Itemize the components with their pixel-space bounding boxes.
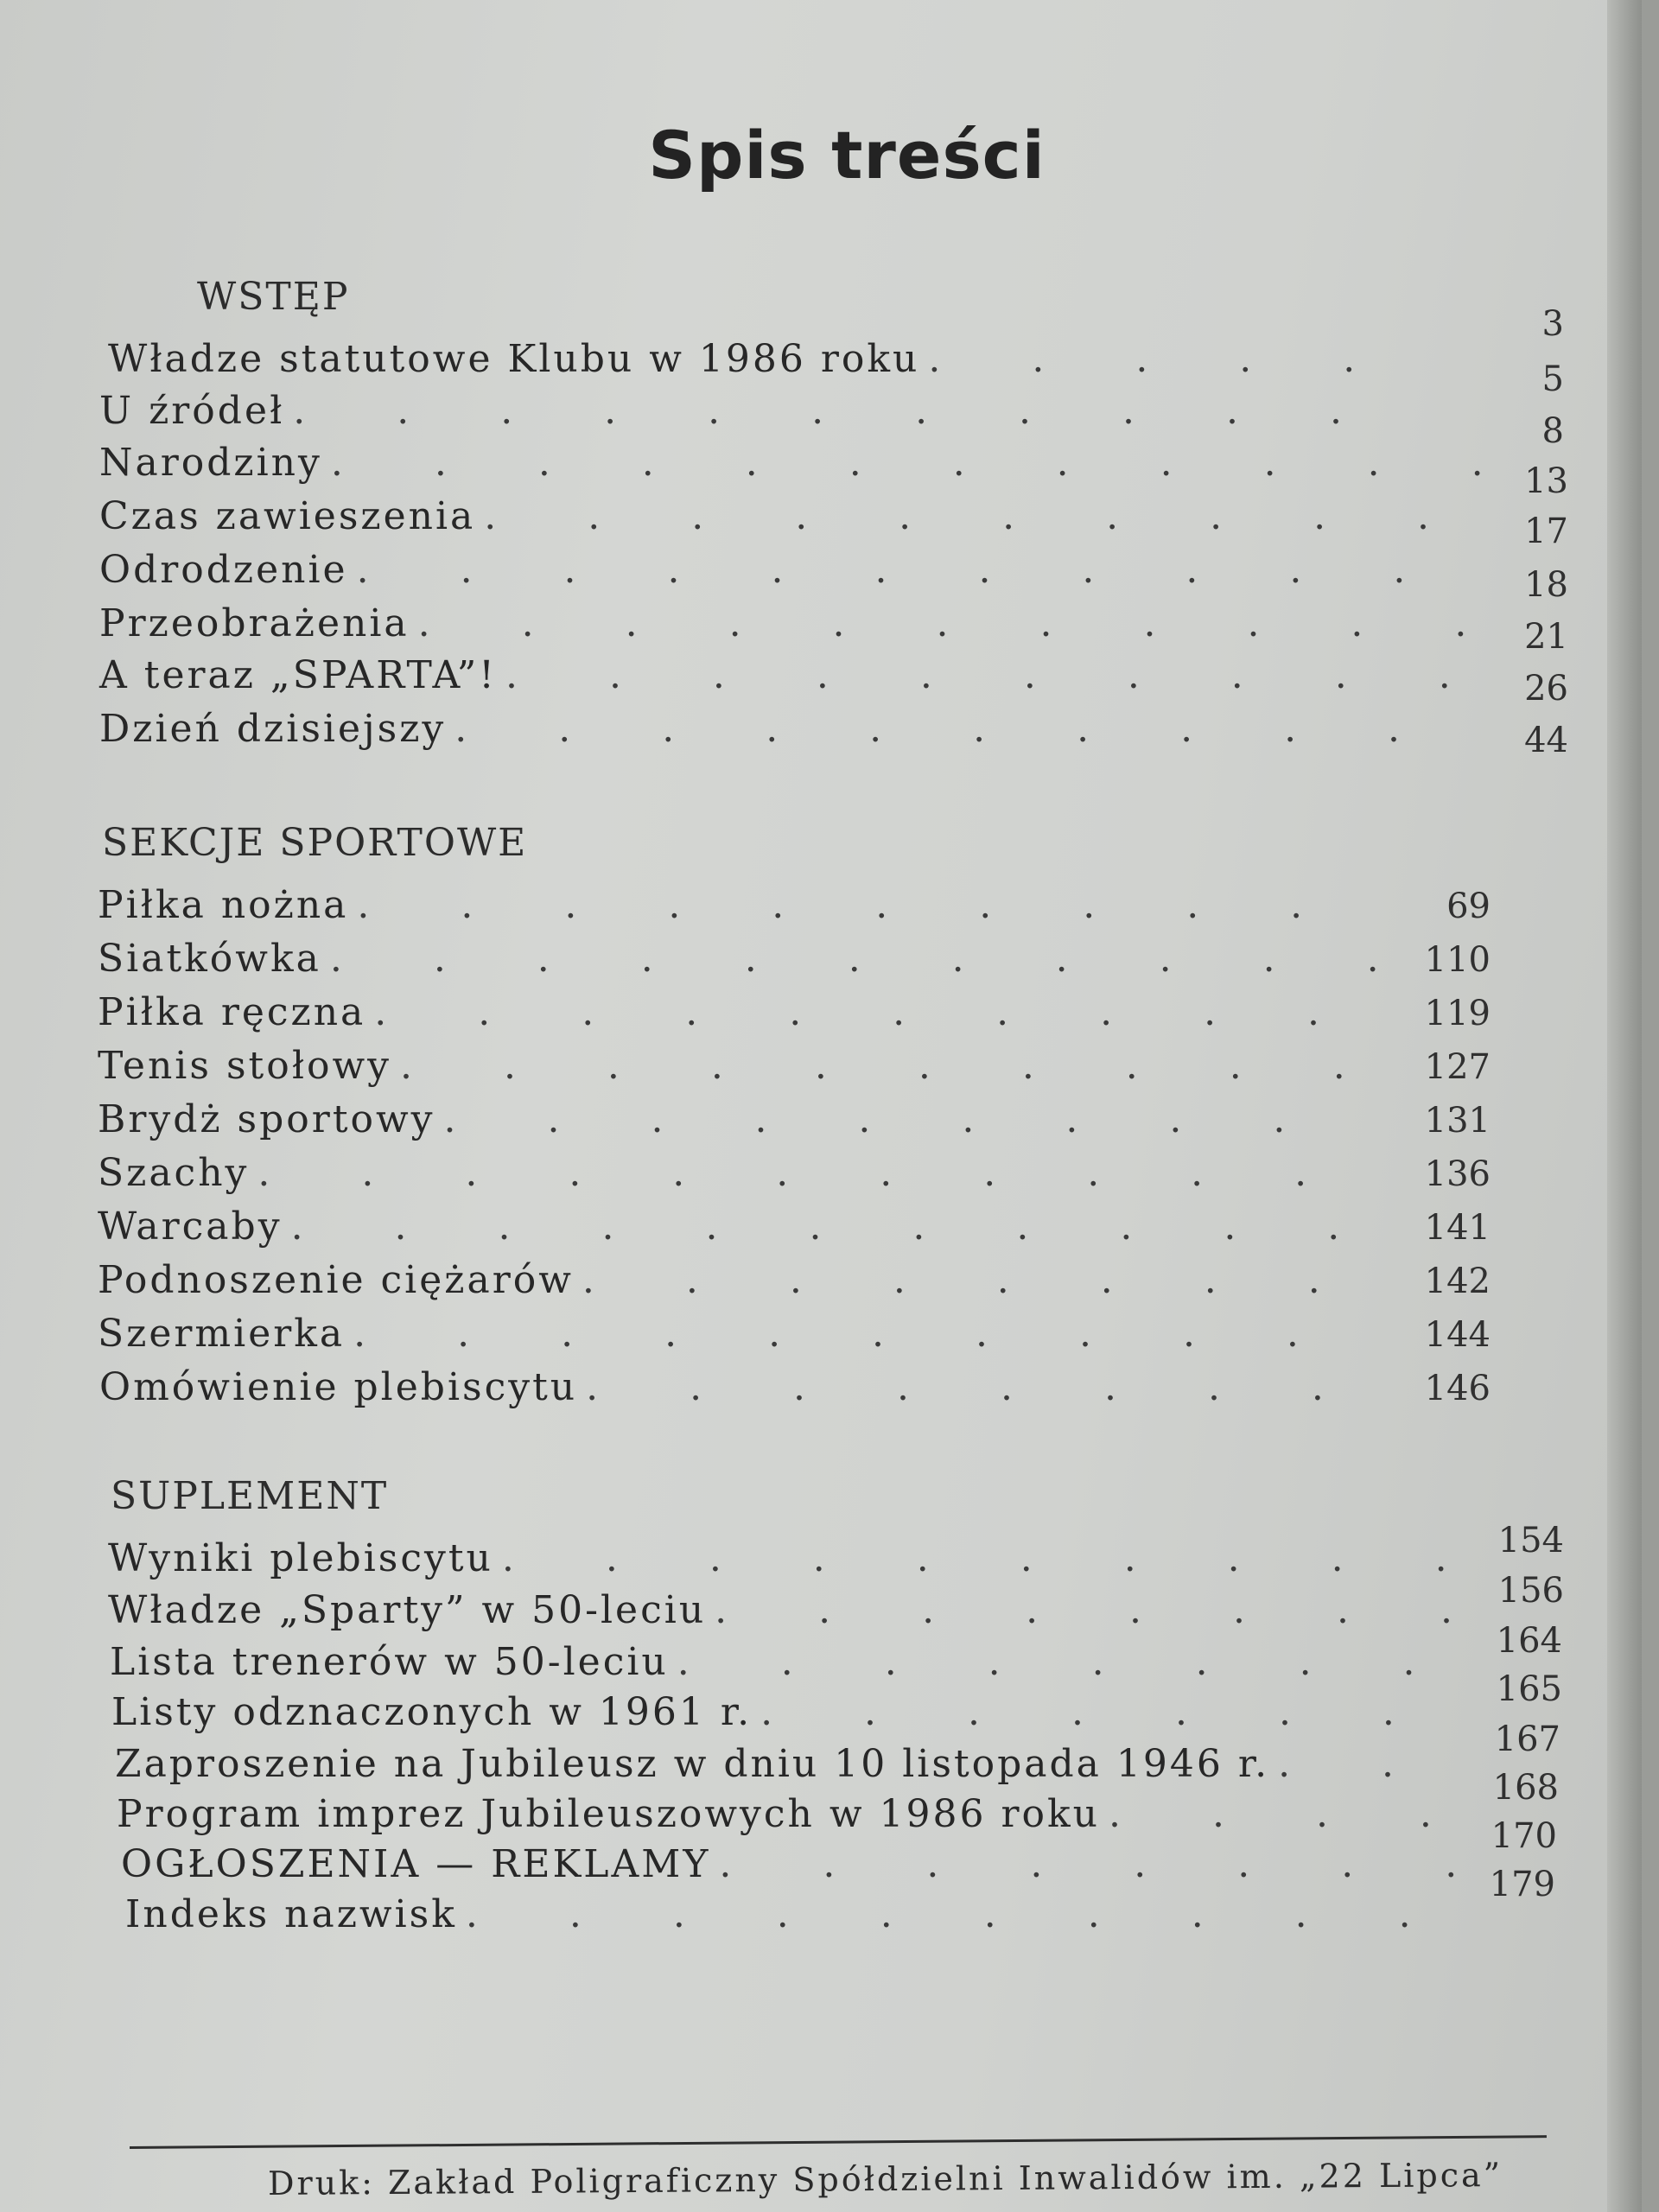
toc-entry-label: Wyniki plebiscytu <box>108 1536 493 1580</box>
page-number: 179 <box>1489 1865 1555 1904</box>
toc-entry-label: Szachy <box>98 1151 250 1195</box>
toc-entry[interactable] <box>98 1258 1491 1310</box>
toc-entry[interactable] <box>99 1365 1491 1417</box>
page-number: 154 <box>1497 1521 1564 1560</box>
page-number: 13 <box>1524 461 1568 501</box>
toc-entry-label: A teraz „SPARTA”! <box>99 653 497 697</box>
leader-dots <box>1278 1742 1473 1786</box>
page-number: 21 <box>1524 617 1568 657</box>
toc-entry-label: Szermierka <box>98 1312 346 1356</box>
page-number: 110 <box>1424 940 1491 980</box>
leader-dots <box>291 1205 1378 1249</box>
toc-entry-label: Narodziny <box>99 441 322 485</box>
toc-entry-label: Brydż sportowy <box>98 1097 435 1141</box>
leader-dots <box>466 1892 1473 1936</box>
leader-dots <box>444 1097 1378 1141</box>
toc-entry-label: Przeobrażenia <box>99 601 410 645</box>
leader-dots <box>1109 1792 1473 1836</box>
page-number: 3 <box>1541 304 1564 344</box>
toc-entry-label: Zaproszenie na Jubileusz w dniu 10 listopada 1946 r. <box>115 1742 1270 1786</box>
toc-entry[interactable] <box>98 1097 1491 1149</box>
leader-dots <box>582 1258 1378 1302</box>
leader-dots <box>484 494 1482 538</box>
page-number: 142 <box>1424 1262 1491 1301</box>
page-number: 141 <box>1424 1208 1491 1248</box>
page-number: 44 <box>1524 721 1568 760</box>
leader-dots <box>293 389 1413 433</box>
printer-footer: Druk: Zakład Poligraficzny Spółdzielni Inwalidów im. „22 Lipca” <box>267 2156 1503 2202</box>
toc-entry-label: Piłka nożna <box>98 883 349 927</box>
toc-entry[interactable] <box>108 1536 1482 1588</box>
page-number: 127 <box>1424 1047 1491 1087</box>
page-title: Spis treści <box>648 117 1046 194</box>
toc-entry[interactable] <box>108 1588 1482 1640</box>
section-heading-suplement: SUPLEMENT <box>111 1474 389 1518</box>
toc-entry[interactable] <box>99 494 1491 546</box>
section-heading-wstep: WSTĘP <box>197 275 350 319</box>
toc-entry-label: Indeks nazwisk <box>125 1892 457 1936</box>
page-number: 144 <box>1424 1315 1491 1355</box>
page-edge-shadow <box>1607 0 1642 2212</box>
leader-dots <box>257 1151 1378 1195</box>
leader-dots <box>928 337 1413 381</box>
toc-entry-label: Dzień dzisiejszy <box>99 707 447 751</box>
toc-entry[interactable] <box>98 990 1491 1042</box>
toc-entry-label: Odrodzenie <box>99 548 348 592</box>
toc-entry[interactable] <box>115 1742 1482 1794</box>
leader-dots <box>400 1044 1378 1088</box>
page-number: 164 <box>1496 1621 1562 1661</box>
toc-entry[interactable] <box>108 337 1421 389</box>
toc-entry-label: Podnoszenie ciężarów <box>98 1258 574 1302</box>
toc-entry-label: OGŁOSZENIA — REKLAMY <box>121 1842 711 1886</box>
page-number: 26 <box>1524 669 1568 709</box>
toc-entry[interactable] <box>111 1690 1482 1742</box>
page-number: 165 <box>1496 1669 1562 1709</box>
toc-entry[interactable] <box>98 1312 1491 1363</box>
toc-entry[interactable] <box>99 389 1421 441</box>
leader-dots <box>331 441 1482 485</box>
toc-entry[interactable] <box>99 441 1491 493</box>
page-number: 131 <box>1424 1101 1491 1141</box>
leader-dots <box>353 1312 1378 1356</box>
toc-entry[interactable] <box>121 1842 1482 1894</box>
toc-entry[interactable] <box>98 937 1491 988</box>
page-number: 69 <box>1446 887 1491 926</box>
page-number: 156 <box>1497 1571 1564 1611</box>
leader-dots <box>357 883 1378 927</box>
toc-entry-label: Władze „Sparty” w 50-leciu <box>108 1588 707 1632</box>
toc-entry-label: Warcaby <box>98 1205 283 1249</box>
toc-entry[interactable] <box>98 1044 1491 1096</box>
toc-entry-label: Piłka ręczna <box>98 990 366 1034</box>
page-number: 17 <box>1524 512 1568 551</box>
toc-entry[interactable] <box>98 1151 1491 1203</box>
leader-dots <box>357 548 1482 592</box>
page-number: 8 <box>1541 411 1564 451</box>
page-number: 136 <box>1424 1154 1491 1194</box>
toc-entry-label: U źródeł <box>99 389 285 433</box>
toc-entry[interactable] <box>110 1640 1482 1692</box>
leader-dots <box>586 1365 1378 1409</box>
page-number: 119 <box>1424 994 1491 1033</box>
page-number: 167 <box>1494 1719 1560 1759</box>
leader-dots <box>760 1690 1473 1734</box>
toc-entry[interactable] <box>98 883 1491 935</box>
toc-entry[interactable] <box>98 1205 1491 1256</box>
toc-entry[interactable] <box>99 601 1491 653</box>
page-number: 5 <box>1541 359 1564 399</box>
toc-entry-label: Listy odznaczonych w 1961 r. <box>111 1690 753 1734</box>
toc-entry-label: Siatkówka <box>98 937 321 981</box>
leader-dots <box>454 707 1482 751</box>
toc-entry[interactable] <box>99 548 1491 600</box>
footer-rule <box>130 2135 1547 2149</box>
section-heading-sekcje-sportowe: SEKCJE SPORTOWE <box>102 821 528 865</box>
leader-dots <box>719 1842 1473 1886</box>
toc-entry[interactable] <box>125 1892 1482 1944</box>
toc-entry-label: Tenis stołowy <box>98 1044 391 1088</box>
toc-entry[interactable] <box>117 1792 1482 1844</box>
leader-dots <box>715 1588 1473 1632</box>
page-number: 18 <box>1524 565 1568 605</box>
toc-entry-label: Omówienie plebiscytu <box>99 1365 578 1409</box>
page-number: 168 <box>1492 1768 1559 1808</box>
page-number: 146 <box>1424 1369 1491 1408</box>
toc-entry-label: Czas zawieszenia <box>99 494 476 538</box>
toc-entry[interactable] <box>99 707 1491 759</box>
leader-dots <box>677 1640 1473 1684</box>
toc-entry[interactable] <box>99 653 1491 705</box>
toc-entry-label: Lista trenerów w 50-leciu <box>110 1640 669 1684</box>
leader-dots <box>418 601 1482 645</box>
leader-dots <box>505 653 1482 697</box>
leader-dots <box>502 1536 1473 1580</box>
page-number: 170 <box>1491 1816 1557 1856</box>
leader-dots <box>330 937 1378 981</box>
leader-dots <box>374 990 1378 1034</box>
toc-entry-label: Program imprez Jubileuszowych w 1986 roku <box>117 1792 1101 1836</box>
toc-entry-label: Władze statutowe Klubu w 1986 roku <box>108 337 920 381</box>
